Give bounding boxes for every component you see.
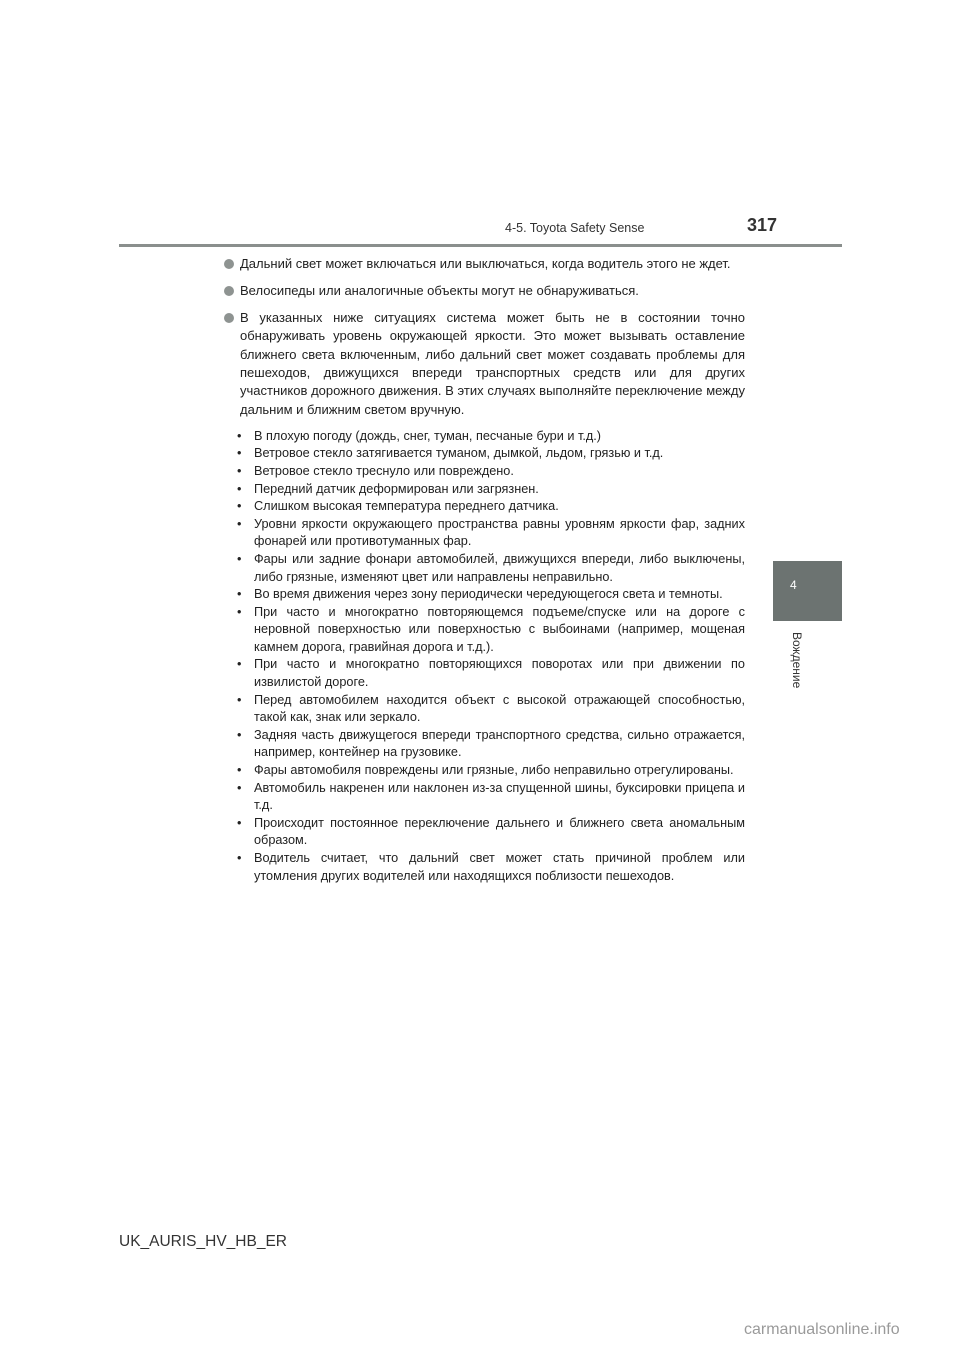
list-bullet: • xyxy=(237,815,242,830)
list-item-text: Перед автомобилем находится объект с высокой отражающей способностью, такой как, знак или зеркало. xyxy=(254,692,745,725)
list-item-text: Фары или задние фонари автомобилей, движущихся впереди, либо выключены, либо грязные, изменяют цвет или направлены неправильно. xyxy=(254,551,745,584)
list-bullet: • xyxy=(237,763,242,778)
list-item xyxy=(237,498,745,516)
chapter-tab[interactable] xyxy=(773,561,842,621)
bullet-text: В указанных ниже ситуациях система может быть не в состоянии точно обнаруживать уровень окружающей яркости. Это может вызывать оставление ближнего света включенным, либо дальний свет может создавать проблемы для пешеходов, движущихся впереди транспортных средств или для других участников дорожного движения. В этих случаях выполняйте переключение между дальним и ближним светом вручную. xyxy=(240,309,745,417)
bullet-item xyxy=(223,309,745,419)
watermark: carmanualsonline.info xyxy=(744,1321,900,1338)
chapter-tab-label: Вождение xyxy=(790,632,804,689)
list-item-text: Автомобиль накренен или наклонен из-за спущенной шины, буксировки прицепа и т.д. xyxy=(254,780,745,813)
bullet-dot-icon xyxy=(224,259,234,269)
chapter-tab-number: 4 xyxy=(790,578,797,592)
list-item xyxy=(237,850,745,885)
bullet-item xyxy=(223,255,745,273)
list-item-text: Ветровое стекло затягивается туманом, дымкой, льдом, грязью и т.д. xyxy=(254,446,664,461)
list-item xyxy=(237,692,745,727)
list-item xyxy=(237,516,745,551)
list-bullet: • xyxy=(237,463,242,478)
list-item xyxy=(237,551,745,586)
list-bullet: • xyxy=(237,516,242,531)
list-item-text: При часто и многократно повторяющемся подъеме/спуске или на дороге с неровной поверхностью или поверхностью с выбоинами (например, мощеная камнем дорога, гравийная дорога и т.д.). xyxy=(254,604,745,654)
list-item xyxy=(237,463,745,481)
list-item xyxy=(237,762,745,780)
list-item-text: Водитель считает, что дальний свет может стать причиной проблем или утомления других водителей или находящихся поблизости пешеходов. xyxy=(254,851,745,883)
list-item xyxy=(237,815,745,850)
bullet-dot-icon xyxy=(224,313,234,323)
bullet-item xyxy=(223,282,745,300)
bullet-text: Дальний свет может включаться или выключаться, когда водитель этого не ждет. xyxy=(240,256,731,271)
list-item-text: При часто и многократно повторяющихся поворотах или при движении по извилистой дороге. xyxy=(254,657,745,690)
list-item-text: Уровни яркости окружающего пространства равны уровням яркости фар, задних фонарей или противотуманных фар. xyxy=(254,516,745,549)
list-bullet: • xyxy=(237,780,242,795)
list-item-text: Ветровое стекло треснуло или повреждено. xyxy=(254,463,514,478)
header-divider xyxy=(119,244,842,247)
bullet-text: Велосипеды или аналогичные объекты могут не обнаруживаться. xyxy=(240,282,639,298)
list-bullet: • xyxy=(237,446,242,461)
list-bullet: • xyxy=(237,692,242,707)
list-bullet: • xyxy=(237,587,242,602)
main-content xyxy=(223,255,745,885)
page-number: 317 xyxy=(747,215,778,235)
conditions-list xyxy=(223,428,745,885)
list-item-text: В плохую погоду (дождь, снег, туман, песчаные бури и т.д.) xyxy=(254,428,602,443)
document-code: UK_AURIS_HV_HB_ER xyxy=(119,1233,287,1250)
list-item-text: Происходит постоянное переключение дальнего и ближнего света аномальным образом. xyxy=(254,815,745,848)
list-bullet: • xyxy=(237,499,242,514)
list-item xyxy=(237,445,745,463)
list-bullet: • xyxy=(237,851,242,865)
list-bullet: • xyxy=(237,551,242,566)
list-bullet: • xyxy=(237,428,242,443)
list-item xyxy=(237,586,745,604)
list-item-text: Фары автомобиля повреждены или грязные, либо неправильно отрегулированы. xyxy=(254,763,734,778)
list-item xyxy=(237,780,745,815)
list-item xyxy=(237,656,745,691)
list-item-text: Задняя часть движущегося впереди транспортного средства, сильно отражается, например, контейнер на грузовике. xyxy=(254,727,745,760)
list-bullet: • xyxy=(237,657,242,672)
list-item xyxy=(237,727,745,762)
list-item xyxy=(237,428,745,446)
list-item xyxy=(237,604,745,657)
list-item-text: Слишком высокая температура переднего датчика. xyxy=(254,499,559,514)
list-bullet: • xyxy=(237,604,242,619)
list-bullet: • xyxy=(237,727,242,742)
list-bullet: • xyxy=(237,481,242,496)
list-item-text: Во время движения через зону периодически чередующегося света и темноты. xyxy=(254,587,723,602)
list-item xyxy=(237,481,745,499)
bullet-dot-icon xyxy=(224,286,234,296)
section-title: 4-5. Toyota Safety Sense xyxy=(505,221,645,235)
list-item-text: Передний датчик деформирован или загрязнен. xyxy=(254,481,539,496)
